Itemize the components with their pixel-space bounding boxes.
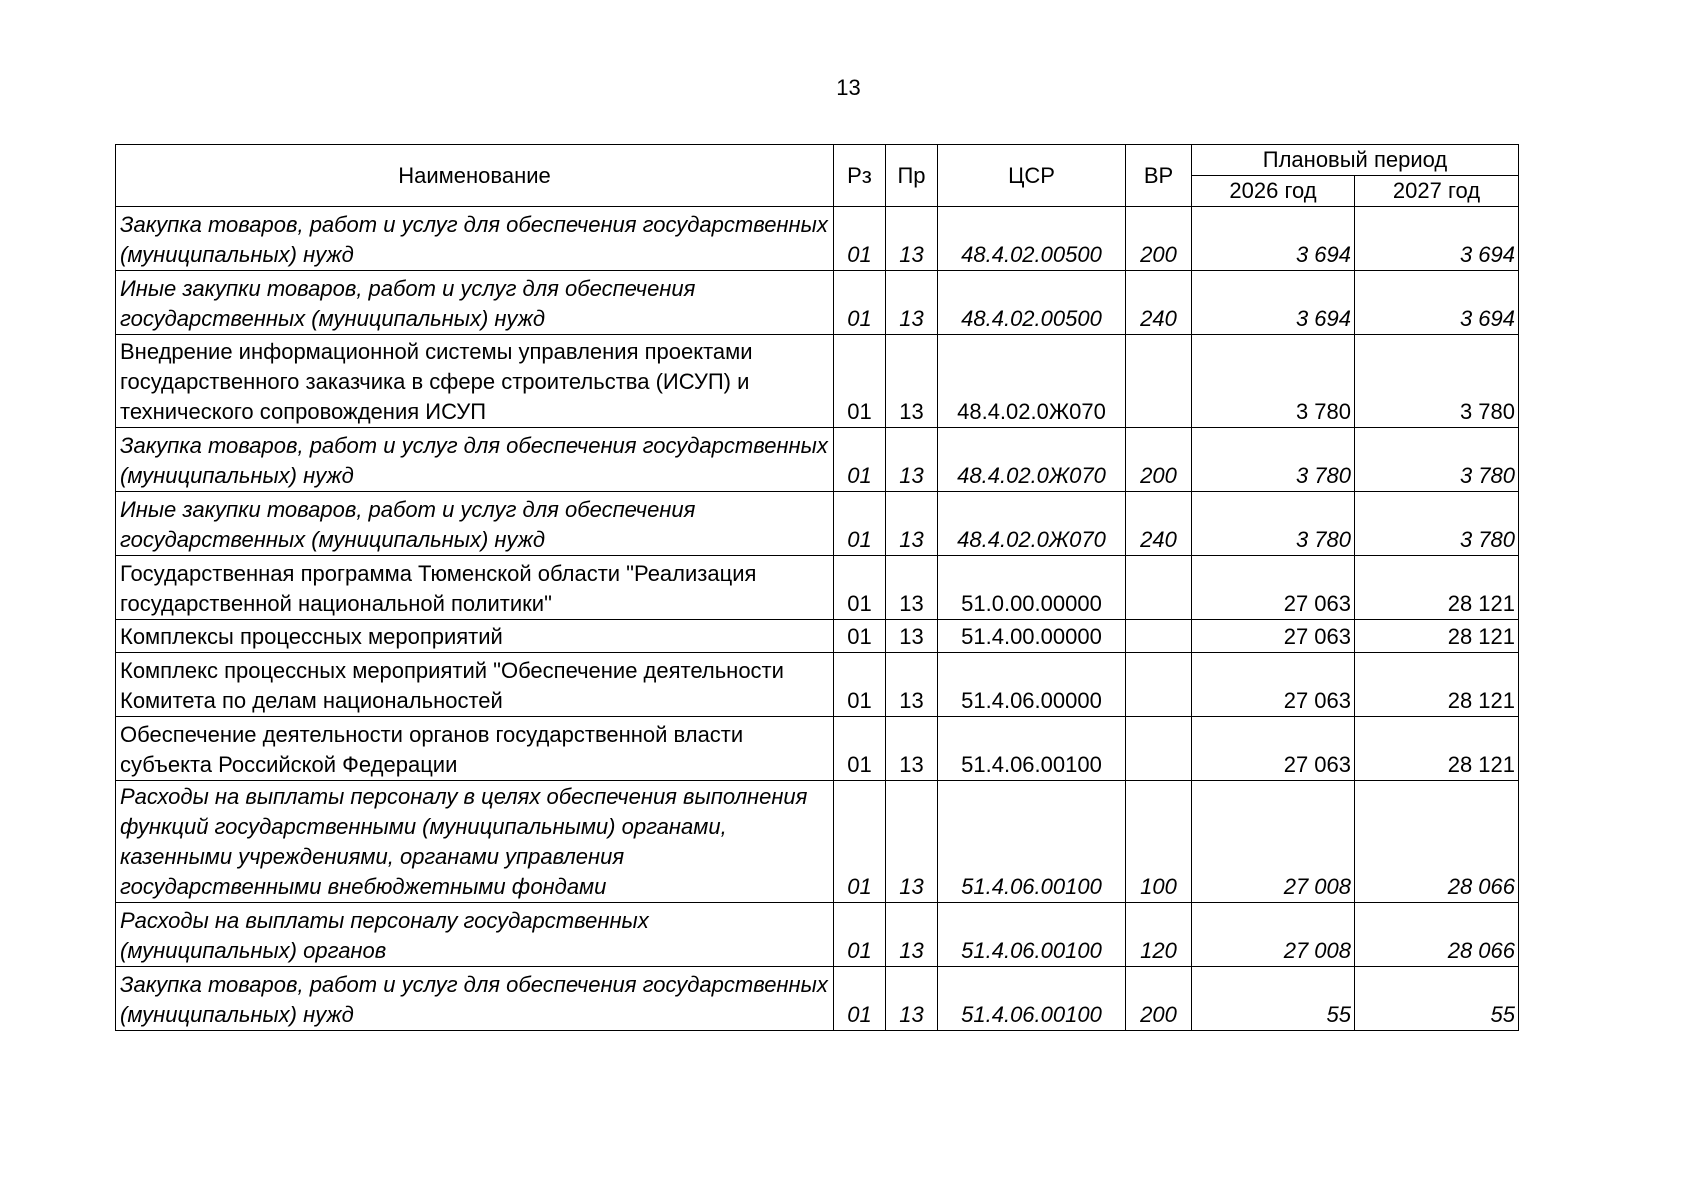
table-row — [116, 903, 1519, 967]
cell-year-2027: 28 121 — [1355, 556, 1519, 620]
table-row — [116, 428, 1519, 492]
cell-year-2026: 3 694 — [1192, 271, 1355, 335]
cell-csr: 51.4.06.00100 — [938, 781, 1126, 903]
header-pr: Пр — [886, 145, 938, 207]
cell-year-2026: 55 — [1192, 967, 1355, 1031]
cell-rz: 01 — [834, 653, 886, 717]
cell-csr: 51.4.06.00100 — [938, 903, 1126, 967]
cell-pr: 13 — [886, 717, 938, 781]
cell-vr: 200 — [1126, 967, 1192, 1031]
cell-year-2027: 28 121 — [1355, 620, 1519, 653]
table-row — [116, 620, 1519, 653]
cell-name: Расходы на выплаты персоналу государственных (муниципальных) органов — [116, 903, 834, 967]
cell-csr: 48.4.02.0Ж070 — [938, 492, 1126, 556]
header-vr: ВР — [1126, 145, 1192, 207]
table-row — [116, 967, 1519, 1031]
header-year-2027: 2027 год — [1355, 176, 1519, 207]
cell-vr: 200 — [1126, 207, 1192, 271]
cell-name: Закупка товаров, работ и услуг для обеспечения государственных (муниципальных) нужд — [116, 428, 834, 492]
cell-name: Иные закупки товаров, работ и услуг для обеспечения государственных (муниципальных) нужд — [116, 492, 834, 556]
cell-vr — [1126, 620, 1192, 653]
cell-vr: 120 — [1126, 903, 1192, 967]
cell-csr: 51.4.06.00100 — [938, 717, 1126, 781]
cell-year-2026: 27 063 — [1192, 653, 1355, 717]
cell-pr: 13 — [886, 620, 938, 653]
cell-rz: 01 — [834, 335, 886, 428]
cell-year-2026: 27 063 — [1192, 620, 1355, 653]
cell-rz: 01 — [834, 271, 886, 335]
cell-year-2027: 3 780 — [1355, 428, 1519, 492]
table-row — [116, 653, 1519, 717]
cell-rz: 01 — [834, 717, 886, 781]
cell-year-2027: 55 — [1355, 967, 1519, 1031]
cell-pr: 13 — [886, 271, 938, 335]
table-row — [116, 207, 1519, 271]
cell-name: Комплексы процессных мероприятий — [116, 620, 834, 653]
cell-name: Комплекс процессных мероприятий "Обеспечение деятельности Комитета по делам национальностей — [116, 653, 834, 717]
cell-rz: 01 — [834, 492, 886, 556]
cell-year-2027: 28 121 — [1355, 653, 1519, 717]
cell-csr: 48.4.02.00500 — [938, 207, 1126, 271]
cell-csr: 51.4.06.00000 — [938, 653, 1126, 717]
cell-vr: 100 — [1126, 781, 1192, 903]
cell-year-2027: 28 066 — [1355, 903, 1519, 967]
header-plan-period: Плановый период — [1192, 145, 1519, 176]
cell-rz: 01 — [834, 967, 886, 1031]
cell-name: Внедрение информационной системы управления проектами государственного заказчика в сфере строительства (ИСУП) и технического сопровождения ИСУП — [116, 335, 834, 428]
table-row — [116, 781, 1519, 903]
table-row — [116, 717, 1519, 781]
cell-name: Иные закупки товаров, работ и услуг для обеспечения государственных (муниципальных) нужд — [116, 271, 834, 335]
cell-rz: 01 — [834, 620, 886, 653]
header-rz: Рз — [834, 145, 886, 207]
cell-vr — [1126, 717, 1192, 781]
cell-pr: 13 — [886, 492, 938, 556]
cell-name: Закупка товаров, работ и услуг для обеспечения государственных (муниципальных) нужд — [116, 207, 834, 271]
table-row — [116, 335, 1519, 428]
table-row — [116, 492, 1519, 556]
cell-rz: 01 — [834, 556, 886, 620]
cell-rz: 01 — [834, 428, 886, 492]
cell-year-2026: 27 063 — [1192, 717, 1355, 781]
cell-vr: 240 — [1126, 492, 1192, 556]
cell-vr — [1126, 653, 1192, 717]
cell-pr: 13 — [886, 653, 938, 717]
cell-pr: 13 — [886, 335, 938, 428]
cell-pr: 13 — [886, 903, 938, 967]
cell-vr — [1126, 335, 1192, 428]
cell-vr — [1126, 556, 1192, 620]
cell-year-2027: 3 780 — [1355, 335, 1519, 428]
table-row — [116, 556, 1519, 620]
header-year-2026: 2026 год — [1192, 176, 1355, 207]
cell-name: Закупка товаров, работ и услуг для обеспечения государственных (муниципальных) нужд — [116, 967, 834, 1031]
cell-year-2026: 3 780 — [1192, 335, 1355, 428]
cell-csr: 48.4.02.00500 — [938, 271, 1126, 335]
cell-year-2027: 3 694 — [1355, 271, 1519, 335]
cell-year-2026: 3 780 — [1192, 428, 1355, 492]
cell-csr: 48.4.02.0Ж070 — [938, 428, 1126, 492]
page-number: 13 — [836, 75, 861, 100]
cell-pr: 13 — [886, 428, 938, 492]
table-body — [116, 207, 1519, 1031]
header-csr: ЦСР — [938, 145, 1126, 207]
cell-vr: 240 — [1126, 271, 1192, 335]
cell-year-2026: 27 063 — [1192, 556, 1355, 620]
cell-pr: 13 — [886, 781, 938, 903]
cell-year-2027: 3 694 — [1355, 207, 1519, 271]
header-name: Наименование — [116, 145, 834, 207]
cell-csr: 51.0.00.00000 — [938, 556, 1126, 620]
table-row — [116, 271, 1519, 335]
cell-year-2026: 27 008 — [1192, 781, 1355, 903]
cell-name: Обеспечение деятельности органов государственной власти субъекта Российской Федерации — [116, 717, 834, 781]
cell-csr: 51.4.00.00000 — [938, 620, 1126, 653]
cell-rz: 01 — [834, 207, 886, 271]
cell-rz: 01 — [834, 781, 886, 903]
cell-name: Государственная программа Тюменской области "Реализация государственной национальной политики" — [116, 556, 834, 620]
cell-year-2027: 3 780 — [1355, 492, 1519, 556]
cell-pr: 13 — [886, 556, 938, 620]
budget-table — [115, 144, 1519, 1031]
cell-year-2026: 3 694 — [1192, 207, 1355, 271]
cell-vr: 200 — [1126, 428, 1192, 492]
cell-name: Расходы на выплаты персоналу в целях обеспечения выполнения функций государственными (муниципальными) органами, казенными учреждениями, органами управления государственными внебюджетными фондами — [116, 781, 834, 903]
cell-year-2027: 28 066 — [1355, 781, 1519, 903]
cell-rz: 01 — [834, 903, 886, 967]
table-header — [116, 145, 1519, 207]
cell-csr: 51.4.06.00100 — [938, 967, 1126, 1031]
cell-year-2026: 3 780 — [1192, 492, 1355, 556]
cell-csr: 48.4.02.0Ж070 — [938, 335, 1126, 428]
cell-year-2026: 27 008 — [1192, 903, 1355, 967]
cell-pr: 13 — [886, 967, 938, 1031]
cell-year-2027: 28 121 — [1355, 717, 1519, 781]
cell-pr: 13 — [886, 207, 938, 271]
